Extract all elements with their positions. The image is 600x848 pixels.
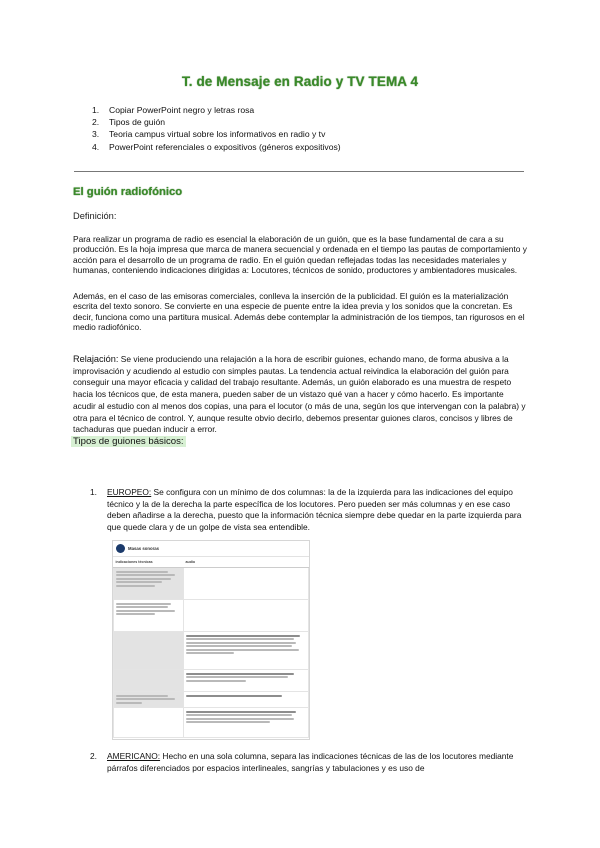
- document-title: T. de Mensaje en Radio y TV TEMA 4: [181, 74, 419, 89]
- circle-logo-icon: [116, 544, 125, 553]
- column-header-audio: audio: [184, 557, 309, 568]
- horizontal-divider: [74, 171, 524, 172]
- type-label: AMERICANO:: [107, 751, 161, 761]
- definition-paragraph: Para realizar un programa de radio es esencial la elaboración de un guión, que es la base fundamental de cara a su producción. Es la hoja impresa que marca de manera secuencial y ordenada en el tiempo las pautas de comportamiento y acción para el desarrollo de un programa de radio. En el guión quedan reflejadas todas las necesidades materiales y humanas, conteniendo indicaciones dirigidas a: Locutores, técnicos de sonido, productores y ambientadores musicales.: [73, 234, 527, 275]
- relaxation-label: Relajación:: [73, 354, 119, 364]
- topic-item: 1. Copiar PowerPoint negro y letras rosa: [92, 105, 255, 115]
- script-example-image: [112, 540, 310, 740]
- advertising-paragraph: Además, en el caso de las emisoras comerciales, conlleva la inserción de la publicidad. El guión es la materialización escrita del texto sonoro. Se convierte en una especie de puente entre la idea previa y los sonidos que la concretan. Es decir, funciona como una partitura musical. Además debe contemplar la administración de los tiempos, tan rigurosos en el medio radiofónico.: [73, 291, 525, 332]
- column-header-technical: indicaciones técnicas: [114, 557, 184, 568]
- relaxation-text: Se viene produciendo una relajación a la hora de escribir guiones, echando mano, de forma abusiva a la improvisación y acudiendo al estudio con simples pautas. La tendencia actual reivindica la elaboración del guión para conseguir una mayor eficacia y calidad del trabajo resultante. Además, un guión elaborado es una muestra de respeto hacia los técnicos que, de esta manera, pueden saber de un vistazo qué van a hacer y cómo hacerlo. Es importante acudir al estudio con al menos dos copias, una para el locutor (o más de una, según los que intervengan con la palabra) y otra para el técnico de control. Y, aunque resulte obvio decirlo, debemos presentar guiones claros, concisos y libres de tachaduras que puedan inducir a error.: [73, 354, 526, 435]
- topic-item: 2. Tipos de guión: [92, 117, 166, 128]
- definition-label: Definición:: [73, 211, 117, 221]
- example-script-table: [113, 557, 309, 738]
- example-title: Masas sonoras: [128, 546, 160, 551]
- relaxation-paragraph: [73, 354, 528, 436]
- topic-item: 4. PowerPoint referenciales o expositivos (géneros expositivos): [92, 141, 341, 152]
- type-item-european: 1. EUROPEO: Se configura con un mínimo de dos columnas: la de la izquierda para las indicaciones del equipo técnico y la de la derecha la parte específica de los locutores. Pero pueden ser más columnas y en ese caso deben añadirse a la derecha, puesto que la información técnica siempre debe quedar en la parte izquierda para que quede clara y de un golpe de vista sea entendible.: [90, 487, 522, 532]
- topic-item: 3. Teoria campus virtual sobre los informativos en radio y tv: [92, 129, 326, 140]
- section-heading: El guión radiofónico: [73, 186, 183, 198]
- types-heading: Tipos de guiones básicos:: [73, 436, 184, 447]
- example-header: [113, 541, 309, 557]
- topic-list: [92, 104, 341, 153]
- type-item-american: 2. AMERICANO: Hecho en una sola columna, separa las indicaciones técnicas de las de los locutores mediante párrafos diferenciados por espacios interlineales, sangrías y tabulaciones y es uso de: [90, 751, 514, 773]
- type-label: EUROPEO:: [107, 487, 152, 497]
